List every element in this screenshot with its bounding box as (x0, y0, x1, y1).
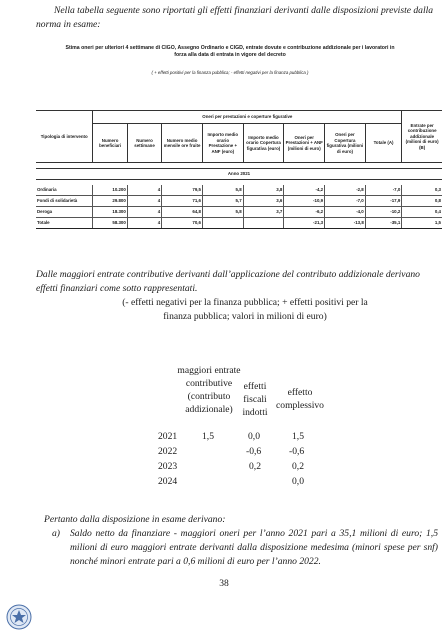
paragraph-entrate: Dalle maggiori entrate contributive derivanti dall’applicazione del contributo addizionale derivano effetti finanziari come sotto rappresentati. (36, 269, 420, 294)
bullet-marker: a) (52, 528, 60, 539)
col-header-oneri-prestazioni: Oneri per Prestazioni + ANF (milioni di euro) (284, 124, 325, 163)
table-row: Fondi di solidarietà 29.800 4 71,6 5,7 3,6 -10,9 -7,0 -17,9 0,8 (36, 196, 442, 207)
t2-header-entrate: maggiori entrate contributive (contributo addizionale) (177, 365, 241, 415)
emblem-logo-icon (6, 604, 32, 630)
year-label: Anno 2021 (36, 169, 442, 180)
col-header-ore: Numero medio mensile ore fruite (162, 124, 203, 163)
total-row: Totale 58.300 4 70,6 -21,3 -13,8 -35,1 1,5 (36, 218, 442, 229)
col-header-beneficiari: Numero beneficiari (93, 124, 127, 163)
group-header: Oneri per prestazioni e coperture figurative (93, 111, 402, 124)
t2-header-fiscali: effetti fiscali indotti (242, 381, 268, 418)
intro-paragraph: Nella tabella seguente sono riportati gli effetti finanziari derivanti dalle disposizioni previste dalla norma in esame: (36, 5, 434, 30)
table1-subtitle: ( + effetti positivi per la finanza pubblica; - effetti negativi per la finanza pubblica ) (151, 70, 309, 75)
effects-table (36, 110, 442, 229)
col-header-importo-prestazione: Importo medio orario Prestazione + ANF (euro) (202, 124, 243, 163)
col-header-totale: Totale (A) (365, 124, 402, 163)
col-header-settimane: Numero settimane (127, 124, 161, 163)
conclusion-text: Pertanto dalla disposizione in esame derivano: (44, 514, 226, 525)
table-row: Ordinaria 10.200 4 79,5 5,8 3,8 -4,2 -2,8 -7,0 0,3 (36, 185, 442, 196)
t2-header-complessivo: effetto complessivo (276, 387, 324, 411)
col-header-oneri-copertura: Oneri per Copertura figurativa (milioni di euro) (325, 124, 366, 163)
table-row: Deroga 18.300 4 64,8 5,8 3,7 -6,2 -4,0 -10,2 0,4 (36, 207, 442, 218)
col-header-entrate: Entrate per contribuzione addizionale (milioni di euro) (B) (402, 111, 442, 163)
col-header-tipologia: Tipologia di intervento (36, 111, 93, 163)
page-number: 38 (219, 578, 229, 589)
col-header-importo-copertura: Importo medio orario Copertura figurativa (euro) (243, 124, 284, 163)
table1-title: Stima oneri per ulteriori 4 settimane di CIGO, Assegno Ordinario e CIGD, entrate dovute e contribuzione addizionale per i lavoratori in forza alla data di entrata in vigore del decreto (65, 45, 395, 58)
table2-caption: (- effetti negativi per la finanza pubblica; + effetti positivi per la finanza pubblica; valori in milioni di euro) (122, 297, 368, 322)
bullet-text: Saldo netto da finanziare - maggiori oneri per l’anno 2021 pari a 35,1 milioni di euro; 1,5 milioni di euro maggiori entrate derivanti dalla disposizione medesima (minori spese per snf) nonché minori entrate pari a 0,6 milioni di euro per l’anno 2022. (70, 528, 438, 567)
